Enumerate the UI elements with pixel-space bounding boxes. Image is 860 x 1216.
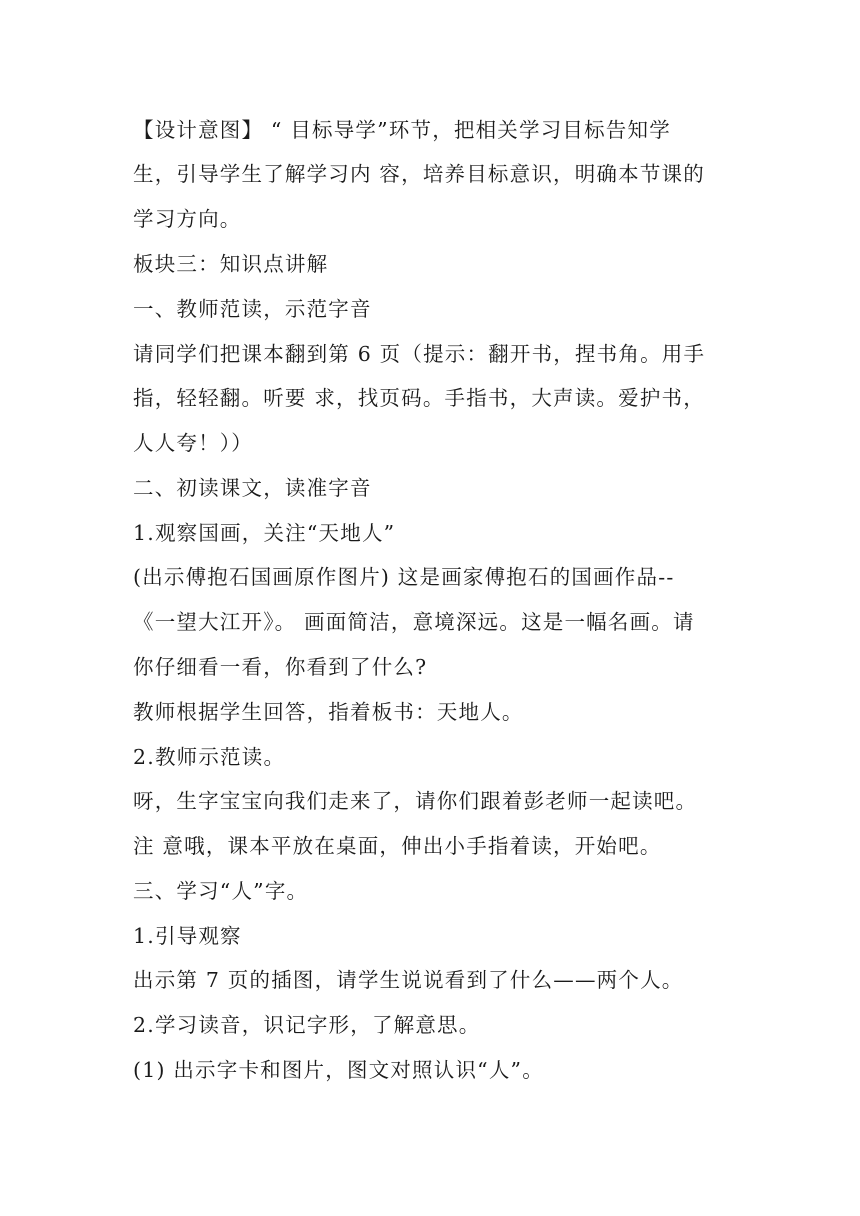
text-line: (出示傅抱石国画原作图片) 这是画家傅抱石的国画作品-- — [133, 565, 675, 589]
text-line: 出示第 7 页的插图，请学生说说看到了什么——两个人。 — [133, 968, 684, 992]
text-line: 《一望大江开》。 画面简洁，意境深远。这是一幅名画。请 — [133, 610, 695, 634]
list-item: 2.学习读音，识记字形，了解意思。 — [133, 1013, 481, 1037]
list-item: 2.教师示范读。 — [133, 745, 286, 769]
subsection-heading: 二、初读课文，读准字音 — [133, 476, 372, 500]
text-line: 指，轻轻翻。听要 求，找页码。手指书，大声读。爱护书， — [133, 386, 705, 410]
list-item: 1.引导观察 — [133, 924, 242, 948]
text-line: 生，引导学生了解学习内 容，培养目标意识，明确本节课的 — [133, 162, 705, 186]
text-line-design-intent: 【设计意图】 “ 目标导学”环节，把相关学习目标告知学 — [133, 118, 671, 142]
text-line: 教师根据学生回答，指着板书：天地人。 — [133, 700, 524, 724]
text-line: 注 意哦，课本平放在桌面，伸出小手指着读，开始吧。 — [133, 834, 662, 858]
text-line: 人人夸！）） — [133, 431, 253, 455]
section-heading: 板块三：知识点讲解 — [133, 252, 329, 276]
text-line: 学习方向。 — [133, 207, 242, 231]
subsection-heading: 一、教师范读，示范字音 — [133, 297, 372, 321]
text-line: 你仔细看一看，你看到了什么? — [133, 655, 428, 679]
subsection-heading: 三、学习“人”字。 — [133, 879, 309, 903]
list-item: 1.观察国画，关注“天地人” — [133, 521, 396, 545]
text-line: 请同学们把课本翻到第 6 页（提示：翻开书，捏书角。用手 — [133, 342, 706, 366]
list-item: (1) 出示字卡和图片，图文对照认识“人”。 — [133, 1058, 544, 1082]
text-line: 呀，生字宝宝向我们走来了，请你们跟着彭老师一起读吧。 — [133, 789, 698, 813]
